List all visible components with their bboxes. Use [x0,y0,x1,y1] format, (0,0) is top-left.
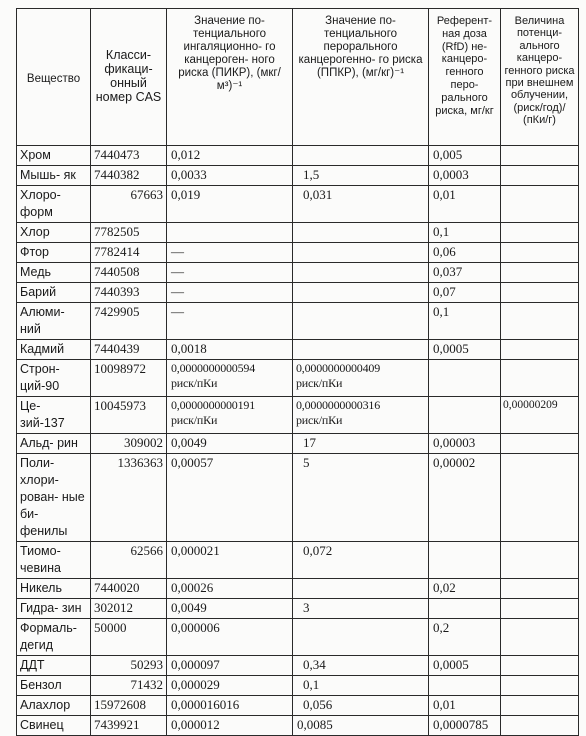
table-row [17,223,579,243]
table-row [17,263,579,283]
substance-name-cell: Бензол [17,676,91,696]
inhalation-risk-cell: 0,000006 [167,619,293,656]
external-risk-cell [501,542,579,579]
oral-risk-cell [293,340,429,360]
external-risk-cell [501,696,579,716]
oral-risk-cell: 0,072 [293,542,429,579]
reference-dose-cell [429,360,501,397]
inhalation-risk-cell: 0,000021 [167,542,293,579]
reference-dose-cell [429,397,501,434]
cas-number-cell: 302012 [91,599,167,619]
reference-dose-cell: 0,06 [429,243,501,263]
substance-name-cell: Медь [17,263,91,283]
substance-name-cell: Фтор [17,243,91,263]
external-risk-cell [501,186,579,223]
external-risk-cell [501,283,579,303]
external-risk-cell [501,263,579,283]
table-row [17,360,579,397]
inhalation-risk-cell: 0,0049 [167,434,293,454]
external-risk-cell [501,434,579,454]
oral-risk-cell: 5 [293,454,429,542]
cas-number-cell: 7440508 [91,263,167,283]
oral-risk-cell [293,619,429,656]
cas-number-cell: 7782414 [91,243,167,263]
header-row [17,9,579,146]
cas-number-cell: 10045973 [91,397,167,434]
table-row [17,434,579,454]
inhalation-risk-cell: 0,000012 [167,716,293,736]
oral-risk-cell [293,146,429,166]
reference-dose-cell: 0,00002 [429,454,501,542]
substance-name-cell: Альд- рин [17,434,91,454]
inhalation-risk-cell: 0,012 [167,146,293,166]
oral-risk-cell: 0,34 [293,656,429,676]
oral-risk-cell: 3 [293,599,429,619]
cas-number-cell: 7440473 [91,146,167,166]
inhalation-risk-cell: — [167,263,293,283]
substance-name-cell: Свинец [17,716,91,736]
table-row [17,303,579,340]
oral-risk-cell: 0,056 [293,696,429,716]
reference-dose-cell: 0,02 [429,579,501,599]
cas-number-cell: 10098972 [91,360,167,397]
header-cas-number: Класси- фикаци- онный номер CAS [91,9,167,146]
cas-number-cell: 7439921 [91,716,167,736]
external-risk-cell [501,716,579,736]
substance-name-cell: ДДТ [17,656,91,676]
cas-number-cell: 50293 [91,656,167,676]
table-row [17,656,579,676]
reference-dose-cell: 0,0000785 [429,716,501,736]
table-row [17,599,579,619]
table-row [17,243,579,263]
table-row [17,579,579,599]
oral-risk-cell [293,223,429,243]
oral-risk-cell: 0,0085 [293,716,429,736]
cas-number-cell: 7429905 [91,303,167,340]
external-risk-cell [501,146,579,166]
header-oral-risk: Значение по- тенциального перорального канцерогенно- го риска (ППКР), (мг/кг)⁻¹ [293,9,429,146]
reference-dose-cell: 0,0003 [429,166,501,186]
inhalation-risk-cell: 0,019 [167,186,293,223]
inhalation-risk-cell: 0,0018 [167,340,293,360]
table-row [17,397,579,434]
header-external-exposure-risk: Величина потенци- ального канцеро- генного риска при внешнем облучении, (риск/год)/ (пКи/г) [501,9,579,146]
external-risk-cell [501,166,579,186]
oral-risk-cell: 0,0000000000316 риск/пКи [293,397,429,434]
external-risk-cell [501,619,579,656]
oral-risk-cell [293,283,429,303]
external-risk-cell [501,676,579,696]
substance-name-cell: Алюми- ний [17,303,91,340]
table-header [17,9,579,146]
table-row [17,166,579,186]
table-row [17,283,579,303]
external-risk-cell [501,579,579,599]
inhalation-risk-cell: 0,000016016 [167,696,293,716]
header-inhalation-risk: Значение по- тенциального ингаляционно- го канцероген- ного риска (ПИКР), (мкг/м³)⁻¹ [167,9,293,146]
reference-dose-cell: 0,0005 [429,656,501,676]
reference-dose-cell: 0,0005 [429,340,501,360]
substance-name-cell: Хлоро- форм [17,186,91,223]
substance-name-cell: Мышь- як [17,166,91,186]
inhalation-risk-cell: — [167,243,293,263]
reference-dose-cell: 0,07 [429,283,501,303]
external-risk-cell: 0,00000209 [501,397,579,434]
substance-name-cell: Гидра- зин [17,599,91,619]
cas-number-cell: 309002 [91,434,167,454]
table-row [17,186,579,223]
cas-number-cell: 15972608 [91,696,167,716]
inhalation-risk-cell: 0,0033 [167,166,293,186]
external-risk-cell [501,303,579,340]
oral-risk-cell [293,303,429,340]
inhalation-risk-cell: 0,000029 [167,676,293,696]
carcinogenic-risk-table [16,8,579,736]
table-row [17,696,579,716]
external-risk-cell [501,340,579,360]
substance-name-cell: Алахлор [17,696,91,716]
table-body [17,146,579,736]
oral-risk-cell: 1,5 [293,166,429,186]
substance-name-cell: Це- зий-137 [17,397,91,434]
table-row [17,340,579,360]
external-risk-cell [501,223,579,243]
substance-name-cell: Никель [17,579,91,599]
inhalation-risk-cell: — [167,303,293,340]
cas-number-cell: 1336363 [91,454,167,542]
header-substance: Вещество [17,9,91,146]
table-row [17,146,579,166]
substance-name-cell: Барий [17,283,91,303]
substance-name-cell: Хлор [17,223,91,243]
reference-dose-cell: 0,2 [429,619,501,656]
oral-risk-cell: 0,1 [293,676,429,696]
table-row [17,716,579,736]
cas-number-cell: 62566 [91,542,167,579]
table-row [17,619,579,656]
inhalation-risk-cell: 0,000097 [167,656,293,676]
oral-risk-cell: 0,0000000000409 риск/пКи [293,360,429,397]
external-risk-cell [501,243,579,263]
inhalation-risk-cell: 0,0000000000191 риск/пКи [167,397,293,434]
oral-risk-cell [293,263,429,283]
inhalation-risk-cell: — [167,283,293,303]
reference-dose-cell: 0,01 [429,696,501,716]
substance-name-cell: Тиомо- чевина [17,542,91,579]
oral-risk-cell: 17 [293,434,429,454]
inhalation-risk-cell: 0,00057 [167,454,293,542]
substance-name-cell: Хром [17,146,91,166]
substance-name-cell: Формаль- дегид [17,619,91,656]
reference-dose-cell [429,599,501,619]
external-risk-cell [501,656,579,676]
cas-number-cell: 7782505 [91,223,167,243]
inhalation-risk-cell [167,223,293,243]
substance-name-cell: Строн- ций-90 [17,360,91,397]
oral-risk-cell: 0,031 [293,186,429,223]
external-risk-cell [501,360,579,397]
cas-number-cell: 7440439 [91,340,167,360]
inhalation-risk-cell: 0,0000000000594 риск/пКи [167,360,293,397]
reference-dose-cell: 0,005 [429,146,501,166]
cas-number-cell: 71432 [91,676,167,696]
table-row [17,542,579,579]
reference-dose-cell [429,676,501,696]
table-row [17,454,579,542]
reference-dose-cell: 0,01 [429,186,501,223]
cas-number-cell: 7440393 [91,283,167,303]
external-risk-cell [501,454,579,542]
cas-number-cell: 67663 [91,186,167,223]
inhalation-risk-cell: 0,0049 [167,599,293,619]
cas-number-cell: 7440020 [91,579,167,599]
reference-dose-cell: 0,1 [429,223,501,243]
oral-risk-cell [293,579,429,599]
substance-name-cell: Кадмий [17,340,91,360]
substance-name-cell: Поли- хлори- рован- ные би- фенилы [17,454,91,542]
reference-dose-cell [429,542,501,579]
cas-number-cell: 50000 [91,619,167,656]
table-row [17,676,579,696]
reference-dose-cell: 0,00003 [429,434,501,454]
inhalation-risk-cell: 0,00026 [167,579,293,599]
external-risk-cell [501,599,579,619]
reference-dose-cell: 0,037 [429,263,501,283]
header-reference-dose: Референт- ная доза (RfD) не- канцеро- генного перо- рального риска, мг/кг [429,9,501,146]
oral-risk-cell [293,243,429,263]
reference-dose-cell: 0,1 [429,303,501,340]
cas-number-cell: 7440382 [91,166,167,186]
